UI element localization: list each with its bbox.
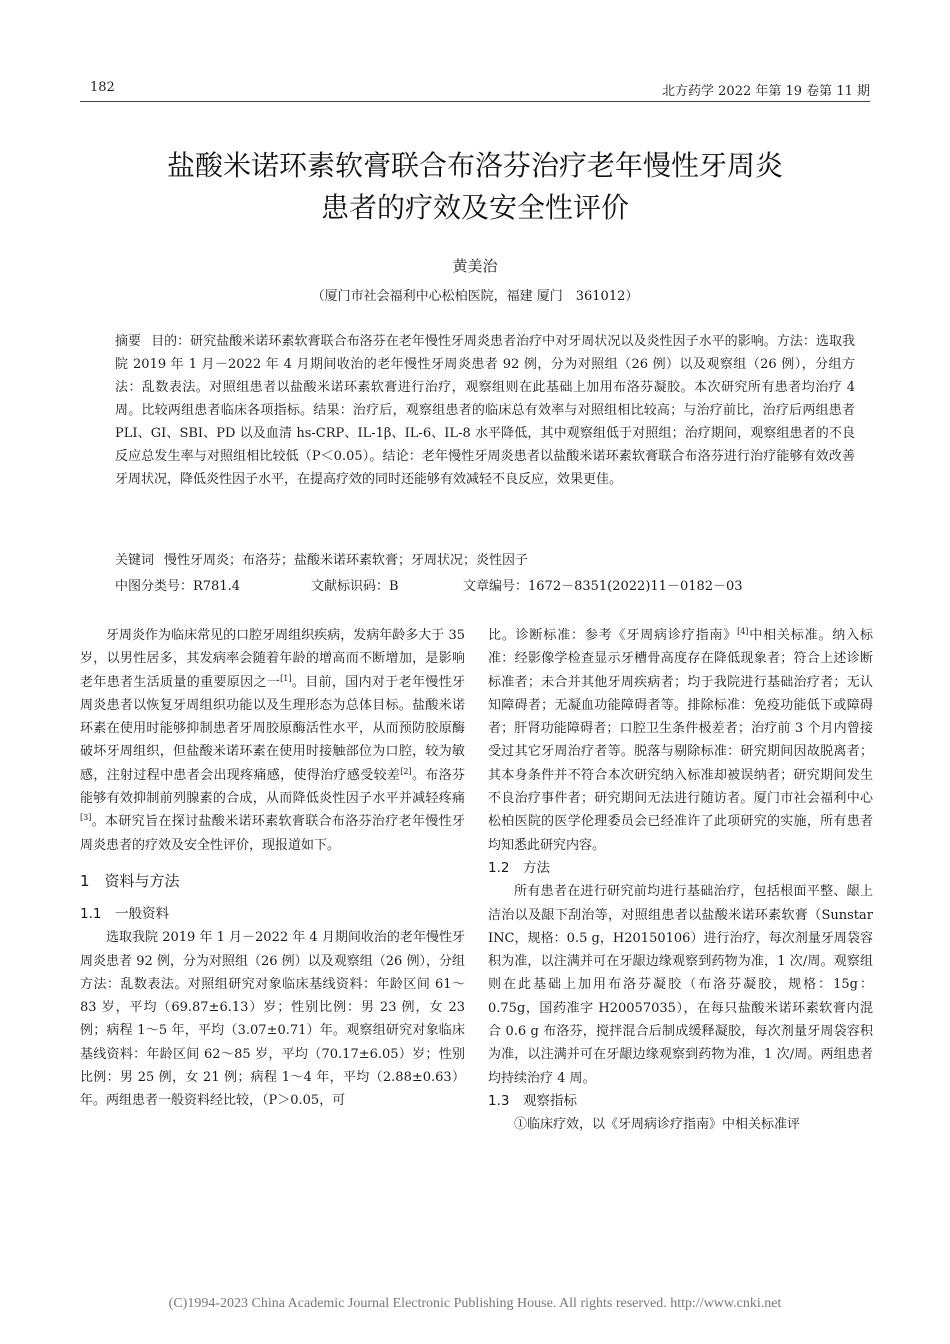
journal-name: 北方药学 2022 年第 19 卷第 11 期 bbox=[662, 84, 870, 99]
general-data-paragraph: 选取我院 2019 年 1 月－2022 年 4 月期间收治的老年慢性牙周炎患者 92 例，分为对照组（26 例）以及观察组（26 例），分组方法：乱数表法。对照组研究对象临床基线资料：年龄区间 61～83 岁，平均（69.87±6.13）岁；性别比例：男 23 例，女 23 例；病程 1～5 年，平均（3.07±0.71）年。观察组研究对象临床基线资料：年龄区间 62～85 岁，平均（70.17±6.05）岁；性别比例：男 25 例，女 21 例；病程 1～4 年，平均（2.88±0.63）年。两组患者一般资料经比较，（P＞0.05，可 bbox=[80, 930, 465, 1109]
method-paragraph: 所有患者在进行研究前均进行基础治疗，包括根面平整、龈上洁治以及龈下刮治等，对照组患者以盐酸米诺环素软膏（Sunstar INC，规格：0.5 g，H20150106）进行治疗，每次剂量牙周袋容积为准，以注满并可在牙龈边缘观察到药物为准，1 次/周。观察组则在此基础上加用布洛芬凝胶（布洛芬凝胶，规格：15g：0.75g，国药准字 H20057035），在每只盐酸米诺环素软膏内混合 0.6 g 布洛芬，搅拌混合后制成缓释凝胶，每次剂量牙周袋容积为准，以注满并可在牙龈边缘观察到药物为准，1 次/周。两组患者均持续治疗 4 周。 bbox=[488, 884, 873, 1086]
keywords-text: 慢性牙周炎；布洛芬；盐酸米诺环素软膏；牙周状况；炎性因子 bbox=[164, 553, 529, 568]
section-heading-1: 1 资料与方法 bbox=[80, 871, 180, 890]
intro-paragraph: 牙周炎作为临床常见的口腔牙周组织疾病，发病年龄多大于 35 岁，以男性居多，其发病率会随着年龄的增高而不断增加，是影响老年患者生活质量的重要原因之一[1]。目前，国内对于老年慢性牙周炎患者以恢复牙周组织功能以及生理形态为总体目标。盐酸米诺环素在使用时能够抑制患者牙周胶原酶活性水平，从而预防胶原酶破坏牙周组织，但盐酸米诺环素在使用时接触部位为口腔，较为敏感，注射过程中患者会出现疼痛感，使得治疗感受较差[2]。布洛芬能够有效抑制前列腺素的合成，从而降低炎性因子水平并减轻疼痛[3]。本研究旨在探讨盐酸米诺环素软膏联合布洛芬治疗老年慢性牙周炎患者的疗效及安全性评价，现报道如下。 bbox=[80, 628, 465, 853]
citation-1[interactable]: [1] bbox=[280, 673, 292, 683]
section-heading-1-3: 1.3 观察指标 bbox=[488, 1092, 577, 1109]
document-code: 文献标识码：B bbox=[311, 579, 399, 594]
keywords-label: 关键词 bbox=[115, 553, 155, 568]
copyright-footer: (C)1994-2023 China Academic Journal Electronic Publishing House. All rights reserved. http://www.cnki.net bbox=[168, 1296, 782, 1311]
page-number: 182 bbox=[90, 80, 115, 95]
abstract bbox=[115, 330, 855, 491]
section-heading-1-1: 1.1 一般资料 bbox=[80, 905, 169, 922]
keywords bbox=[115, 549, 855, 568]
title-line-2: 患者的疗效及安全性评价 bbox=[320, 191, 629, 224]
left-column bbox=[80, 624, 465, 1113]
header-rule bbox=[80, 101, 870, 102]
observation-paragraph: ①临床疗效，以《牙周病诊疗指南》中相关标准评 bbox=[514, 1117, 801, 1133]
abstract-text: 目的：研究盐酸米诺环素软膏联合布洛芬在老年慢性牙周炎患者治疗中对牙周状况以及炎性因子水平的影响。方法：选取我院 2019 年 1 月－2022 年 4 月期间收治的老年慢性牙周炎患者 92 例，分为对照组（26 例）以及观察组（26 例），分组方法：乱数表法。对照组患者以盐酸米诺环素软膏进行治疗，观察组则在此基础上加用布洛芬凝胶。本次研究所有患者均治疗 4 周。比较两组患者临床各项指标。结果：治疗后，观察组患者的临床总有效率与对照组相比较高；与治疗前比，治疗后两组患者 PLI、GI、SBI、PD 以及血清 hs-CRP、IL-1β、IL-6、IL-8 水平降低，其中观察组低于对照组；治疗期间，观察组患者的不良反应总发生率与对照组相比较低（P＜0.05）。结论：老年慢性牙周炎患者以盐酸米诺环素软膏联合布洛芬进行治疗能够有效改善牙周状况，降低炎性因子水平，在提高疗效的同时还能够有效减轻不良反应，效果更佳。 bbox=[115, 334, 855, 487]
section-heading-1-2: 1.2 方法 bbox=[488, 859, 550, 876]
abstract-label: 摘要 bbox=[115, 334, 142, 349]
article-number: 文章编号：1672－8351(2022)11－0182－03 bbox=[463, 579, 743, 594]
title-line-1: 盐酸米诺环素软膏联合布洛芬治疗老年慢性牙周炎 bbox=[166, 149, 783, 182]
article-title bbox=[80, 145, 870, 229]
author-name: 黄美治 bbox=[452, 257, 498, 275]
criteria-paragraph: 比。诊断标准：参考《牙周病诊疗指南》[4]中相关标准。纳入标准：经影像学检查显示牙槽骨高度存在降低现象者；符合上述诊断标准者；未合并其他牙周疾病者；均于我院进行基础治疗者；无认知障碍者；无凝血功能障碍者等。排除标准：免疫功能低下或障碍者；肝肾功能障碍者；口腔卫生条件极差者；治疗前 3 个月内曾接受过其它牙周治疗者等。脱落与剔除标准：研究期间因故脱离者；其本身条件并不符合本次研究纳入标准却被误纳者；研究期间发生不良治疗事件者；研究期间无法进行随访者。厦门市社会福利中心松柏医院的医学伦理委员会已经准许了此项研究的实施，所有患者均知悉此研究内容。 bbox=[488, 627, 873, 853]
citation-2[interactable]: [2] bbox=[400, 766, 412, 776]
right-column bbox=[488, 624, 873, 1137]
author-affiliation: （厦门市社会福利中心松柏医院，福建 厦门 361012） bbox=[311, 289, 639, 304]
citation-3[interactable]: [3] bbox=[80, 813, 92, 823]
clc-number: 中图分类号：R781.4 bbox=[115, 579, 241, 594]
citation-4[interactable]: [4] bbox=[737, 627, 749, 636]
running-header bbox=[80, 78, 870, 102]
